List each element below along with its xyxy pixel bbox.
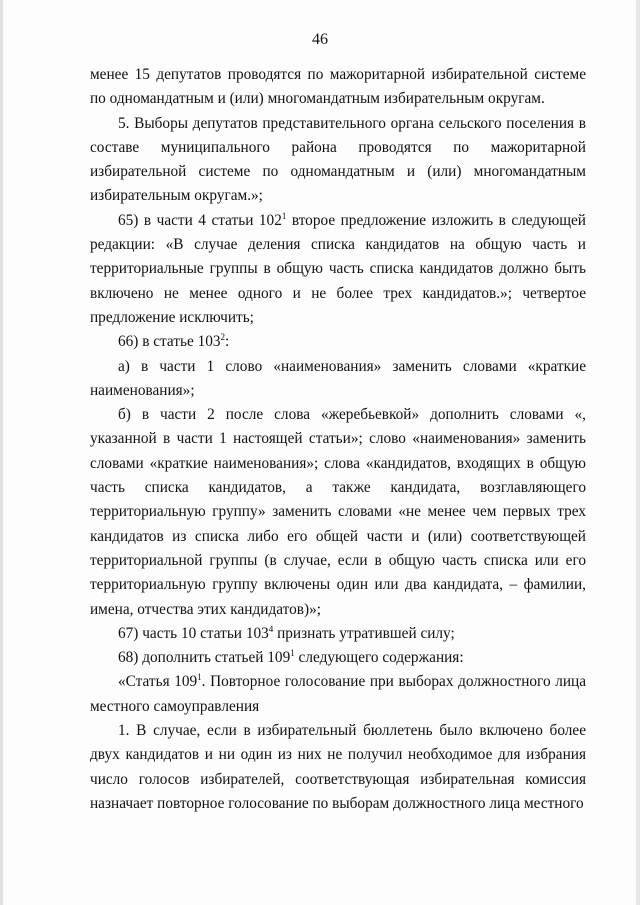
scan-edge-left xyxy=(0,0,3,905)
paragraph-text: 68) дополнить статьей 109 xyxy=(118,649,291,667)
paragraph-item-68 xyxy=(90,646,586,670)
document-body xyxy=(90,63,586,816)
paragraph-item-66 xyxy=(90,330,586,354)
paragraph-continuation: менее 15 депутатов проводятся по мажоритарной избирательной системе по одномандатным и (или) многомандатным избирательным округам. xyxy=(90,66,586,108)
superscript: 2 xyxy=(220,332,226,343)
paragraph-text: : xyxy=(225,333,230,351)
paragraph-item-67 xyxy=(90,622,586,646)
paragraph-text: второе предложение изложить в следующей редакции: «В случае деления списка кандидатов на общую часть и территориальные группы в общую часть списка кандидатов должно быть включено не менее одного и не более трех кандидатов.»; четвертое предложение исключить; xyxy=(90,211,586,326)
paragraph-text: признать утратившей силу; xyxy=(273,624,455,642)
paragraph-text: «Статья 109 xyxy=(118,673,198,691)
paragraph-text: . Повторное голосование при выборах должностного лица местного самоуправления xyxy=(90,673,586,715)
paragraph-subitem-b: б) в части 2 после слова «жеребьевкой» дополнить словами «, указанной в части 1 настоящей статьи»; слово «наименования» заменить словами «краткие наименования»; слова «кандидатов, входящих в общую часть списка кандидатов, а также кандидата, возглавляющего территориальную группу» заменить словами «не менее чем первых трех кандидатов из списка либо его общей части и (или) соответствующей территориальной группы (в случае, если в общую часть списка или его территориальную группу включены один или два кандидата, – фамилии, имена, отчества этих кандидатов)»; xyxy=(90,406,586,618)
superscript: 4 xyxy=(268,623,274,634)
paragraph-text: 67) часть 10 статьи 103 xyxy=(118,624,269,642)
paragraph-text: 65) в части 4 статьи 102 xyxy=(118,211,282,229)
superscript: 1 xyxy=(197,672,202,683)
paragraph-article-part-1: 1. В случае, если в избирательный бюллетень было включено более двух кандидатов и ни один из них не получил необходимое для избрания число голосов избирателей, соответствующая избирательная комиссия назначает повторное голосование по выборам должностного лица местного xyxy=(90,722,586,812)
paragraph-item-65 xyxy=(90,209,586,330)
superscript: 1 xyxy=(281,210,287,221)
paragraph-subitem-a: а) в части 1 слово «наименования» заменить словами «краткие наименования»; xyxy=(90,357,586,399)
superscript: 1 xyxy=(290,648,295,659)
scan-edge-right xyxy=(636,0,640,905)
paragraph-text: следующего содержания: xyxy=(294,649,464,667)
paragraph-text: 66) в статье 103 xyxy=(118,333,221,351)
article-heading xyxy=(90,670,586,719)
paragraph-item-5: 5. Выборы депутатов представительного органа сельского поселения в составе муниципального района проводятся по мажоритарной избирательной системе по одномандатным и (или) многомандатным избирательным округам.»; xyxy=(90,114,586,205)
page-number: 46 xyxy=(312,31,328,48)
